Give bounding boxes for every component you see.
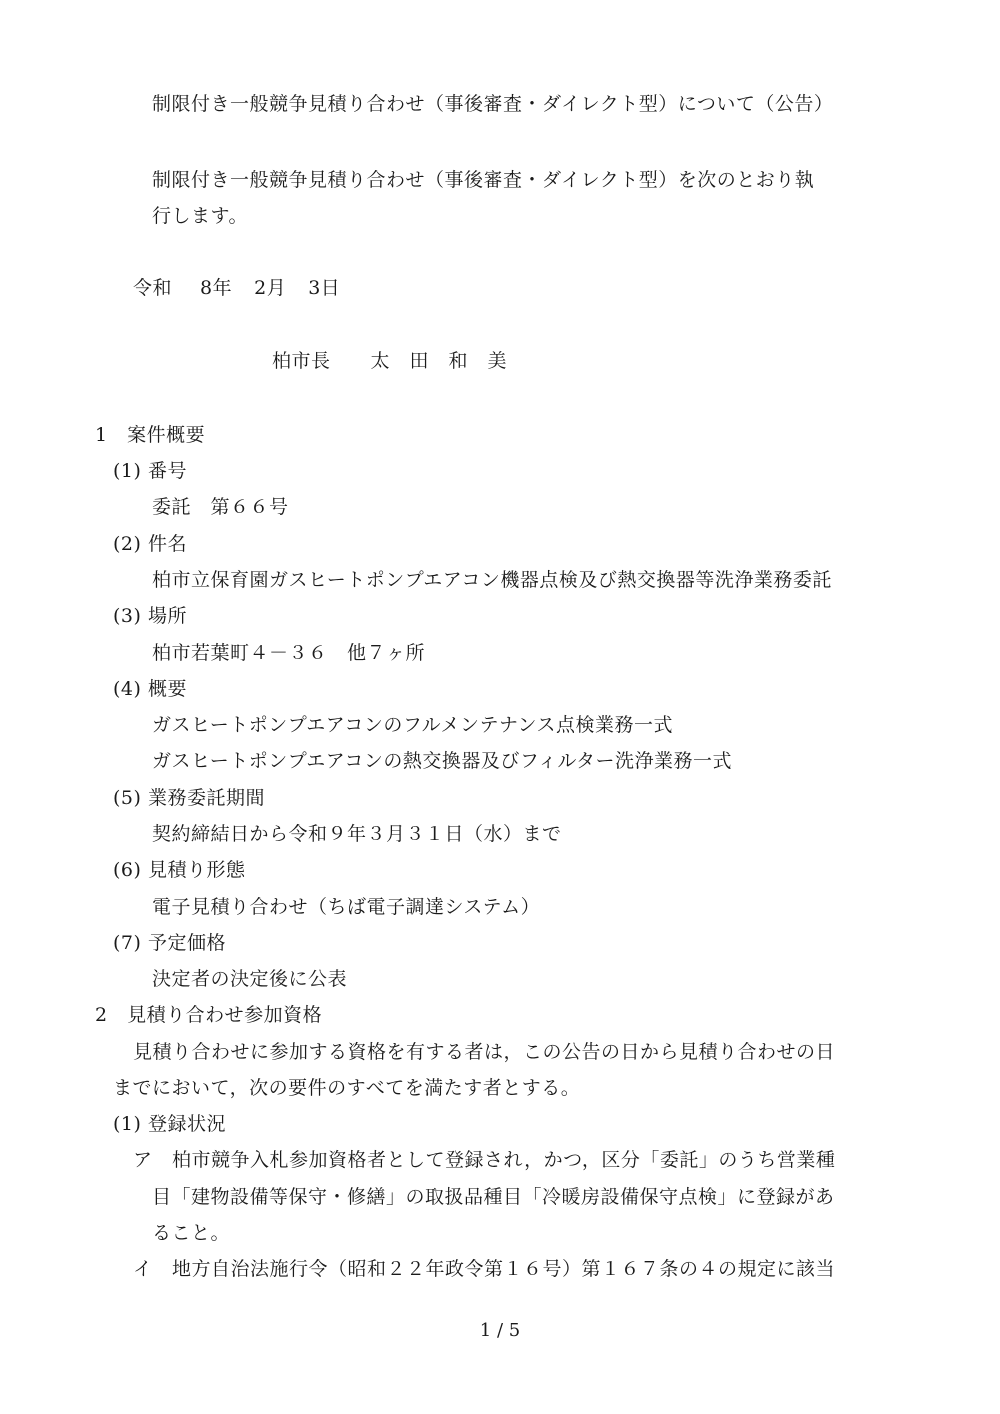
item-heading-format: (6) 見積り形態 [113, 859, 246, 881]
signer [272, 352, 507, 371]
item-heading-number: (1) 番号 [113, 460, 187, 482]
section-heading-1: 1 案件概要 [95, 424, 206, 446]
item-heading-summary: (4) 概要 [113, 678, 187, 700]
date-era: 令和 [133, 277, 173, 299]
item-value-summary-2: ガスヒートポンプエアコンの熱交換器及びフィルター洗浄業務一式 [152, 750, 733, 772]
notice-date [133, 279, 340, 298]
date-day: 3日 [308, 277, 341, 299]
section-heading-2: 2 見積り合わせ参加資格 [95, 1004, 323, 1026]
signer-title: 柏市長 [272, 350, 331, 372]
item-value-period: 契約締結日から令和９年３月３１日（水）まで [152, 823, 562, 845]
registration-item-a-2: 目「建物設備等保守・修繕」の取扱品種目「冷暖房設備保守点検」に登録があ [152, 1186, 835, 1208]
page-number: 1 / 5 [479, 1320, 521, 1341]
item-heading-price: (7) 予定価格 [113, 932, 226, 954]
item-value-location: 柏市若葉町４－３６ 他７ヶ所 [152, 642, 426, 664]
registration-item-i-1: イ 地方自治法施行令（昭和２２年政令第１６号）第１６７条の４の規定に該当 [133, 1258, 836, 1280]
notice-title: 制限付き一般競争見積り合わせ（事後審査・ダイレクト型）について（公告） [152, 93, 834, 115]
intro-text-line-1: 制限付き一般競争見積り合わせ（事後審査・ダイレクト型）を次のとおり執 [152, 169, 815, 191]
date-year: 8年 [200, 277, 233, 299]
item-heading-location: (3) 場所 [113, 605, 187, 627]
item-heading-registration: (1) 登録状況 [113, 1113, 226, 1135]
item-heading-period: (5) 業務委託期間 [113, 787, 265, 809]
signer-name: 太 田 和 美 [370, 350, 508, 372]
item-value-number: 委託 第６６号 [152, 496, 289, 518]
date-month: 2月 [254, 277, 287, 299]
item-value-price: 決定者の決定後に公表 [152, 968, 348, 990]
item-value-summary-1: ガスヒートポンプエアコンのフルメンテナンス点検業務一式 [152, 714, 673, 736]
qualification-text-2: までにおいて，次の要件のすべてを満たす者とする。 [113, 1077, 581, 1099]
intro-text-line-2: 行します。 [152, 205, 248, 227]
item-heading-name: (2) 件名 [113, 533, 187, 555]
registration-item-a-1: ア 柏市競争入札参加資格者として登録され，かつ，区分「委託」のうち営業種 [133, 1149, 836, 1171]
item-value-format: 電子見積り合わせ（ちば電子調達システム） [152, 896, 541, 918]
registration-item-a-3: ること。 [152, 1222, 231, 1244]
item-value-name: 柏市立保育園ガスヒートポンプエアコン機器点検及び熱交換器等洗浄業務委託 [152, 569, 832, 591]
qualification-text-1: 見積り合わせに参加する資格を有する者は，この公告の日から見積り合わせの日 [133, 1041, 836, 1063]
